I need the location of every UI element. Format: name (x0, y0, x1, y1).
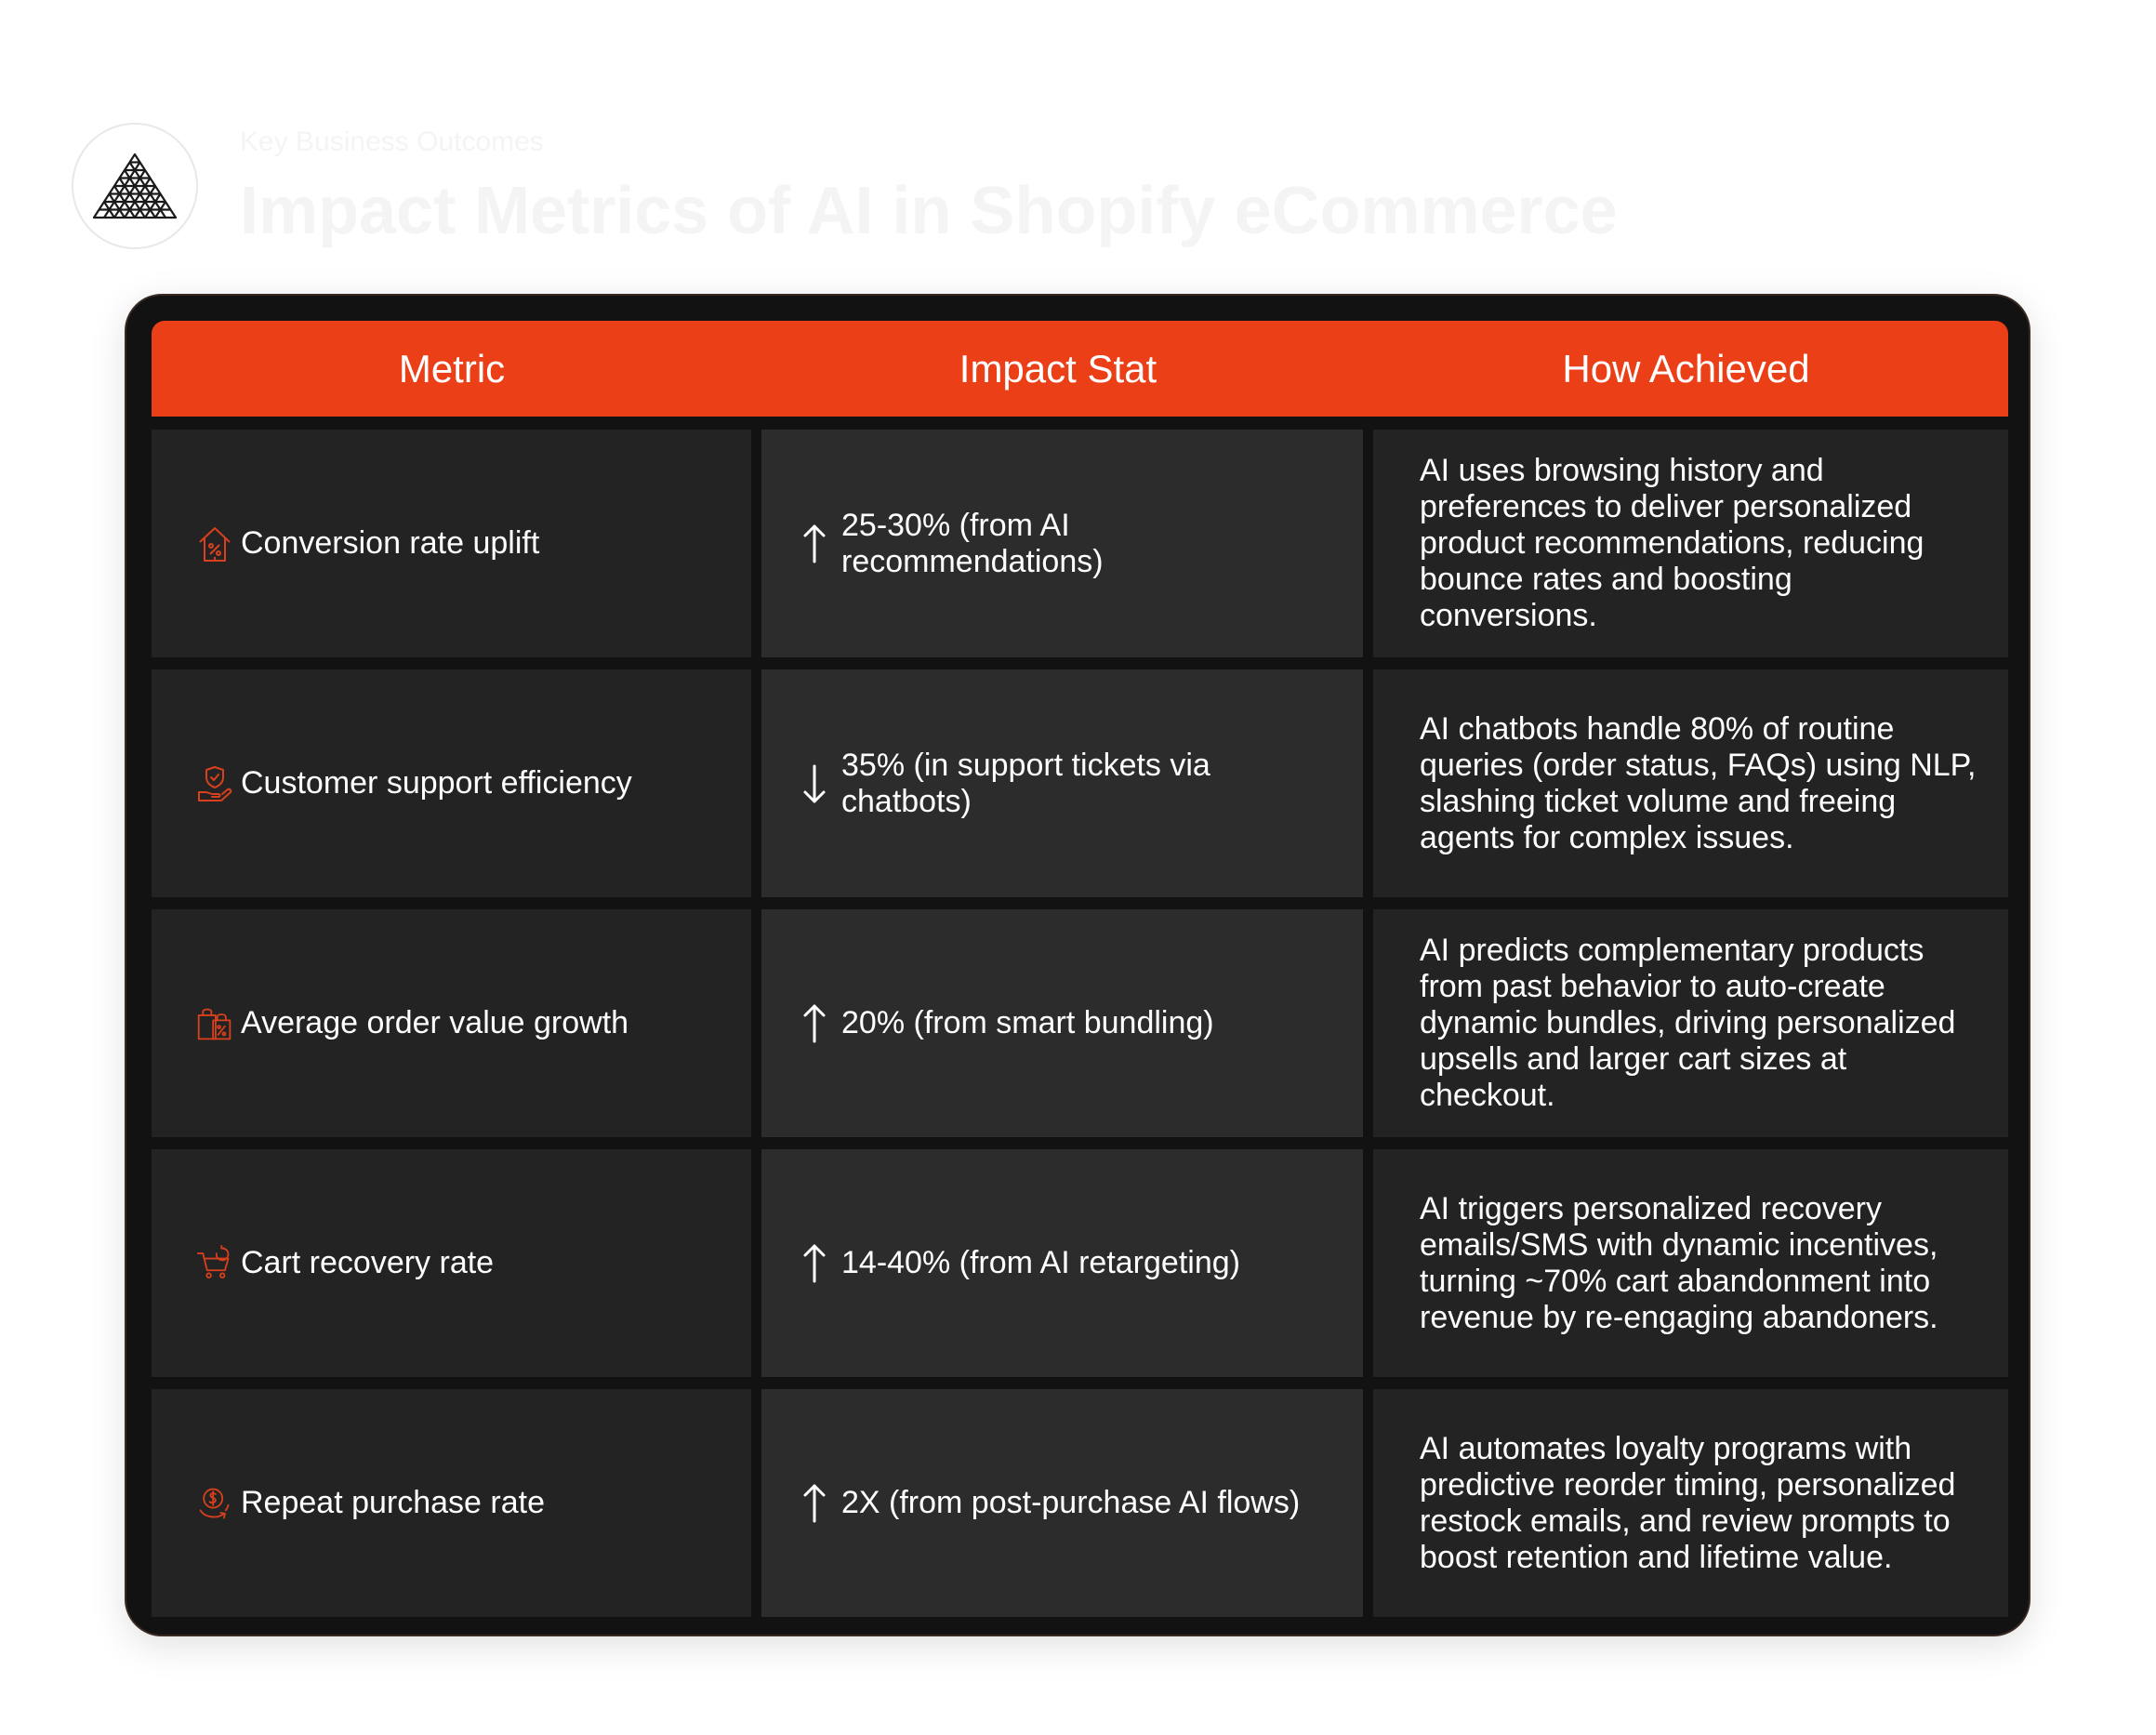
table-body (152, 430, 2008, 1629)
metric-label: Customer support efficiency (241, 765, 632, 801)
metric-cell (152, 430, 751, 657)
how-achieved-text: AI chatbots handle 80% of routine queries (order status, FAQs) using NLP, slashing ticket volume and freeing agents for complex issues. (1420, 710, 1977, 855)
brand-logo (72, 123, 198, 249)
metric-label: Repeat purchase rate (241, 1485, 545, 1520)
impact-stat-cell (761, 669, 1363, 897)
arrow-up-icon (800, 521, 828, 567)
arrow-down-icon (800, 761, 828, 807)
metric-label: Conversion rate uplift (241, 525, 540, 561)
shopping-bags-icon (196, 1003, 233, 1044)
metric-label: Average order value growth (241, 1005, 629, 1040)
metric-cell (152, 1389, 751, 1617)
arrow-up-icon (800, 1000, 828, 1047)
cart-recovery-icon (196, 1243, 233, 1284)
how-achieved-text: AI uses browsing history and preferences to deliver personalized product recommendations, reducing bounce rates and boosting conversions. (1420, 453, 1925, 633)
impact-stat-cell (761, 1389, 1363, 1617)
how-achieved-cell (1373, 1389, 2008, 1617)
how-achieved-text: AI automates loyalty programs with predictive reorder timing, personalized restock emails, and review prompts to boost retention and lifetime value. (1420, 1430, 1956, 1575)
impact-stat-cell (761, 909, 1363, 1137)
metric-label: Cart recovery rate (241, 1245, 495, 1280)
table-header (152, 321, 2008, 417)
home-percent-icon (196, 523, 233, 564)
page-title: Impact Metrics of AI in Shopify eCommerce (240, 174, 1618, 248)
table-row (152, 1389, 2008, 1617)
table-row (152, 1149, 2008, 1377)
how-achieved-cell (1373, 669, 2008, 897)
table-row (152, 430, 2008, 657)
arrow-up-icon (800, 1240, 828, 1287)
how-achieved-cell (1373, 430, 2008, 657)
column-header-metric: Metric (398, 346, 506, 391)
column-header-impact-stat: Impact Stat (959, 346, 1157, 391)
impact-stat-cell (761, 1149, 1363, 1377)
impact-stat-value: 2X (from post-purchase AI flows) (841, 1485, 1301, 1520)
hand-shield-icon (196, 763, 233, 804)
metric-cell (152, 909, 751, 1137)
impact-stat-cell (761, 430, 1363, 657)
table-row (152, 909, 2008, 1137)
coin-repeat-icon (196, 1483, 233, 1524)
column-header-how-achieved: How Achieved (1562, 346, 1810, 391)
impact-stat-value: 25-30% (from AI recommendations) (841, 507, 1104, 579)
impact-stat-value: 14-40% (from AI retargeting) (841, 1245, 1240, 1280)
how-achieved-cell (1373, 1149, 2008, 1377)
metric-cell (152, 1149, 751, 1377)
impact-stat-value: 35% (in support tickets via chatbots) (841, 747, 1210, 819)
metric-cell (152, 669, 751, 897)
how-achieved-text: AI predicts complementary products from past behavior to auto-create dynamic bundles, driving personalized upsells and larger cart sizes at checkout. (1420, 933, 1956, 1113)
pyramid-logo-icon (90, 151, 179, 221)
how-achieved-text: AI triggers personalized recovery emails/SMS with dynamic incentives, turning ~70% cart abandonment into revenue by re-engaging abandoners. (1420, 1190, 1938, 1335)
eyebrow-text: Key Business Outcomes (240, 126, 544, 157)
impact-stat-value: 20% (from smart bundling) (841, 1005, 1214, 1040)
arrow-up-icon (800, 1480, 828, 1527)
how-achieved-cell (1373, 909, 2008, 1137)
table-row (152, 669, 2008, 897)
